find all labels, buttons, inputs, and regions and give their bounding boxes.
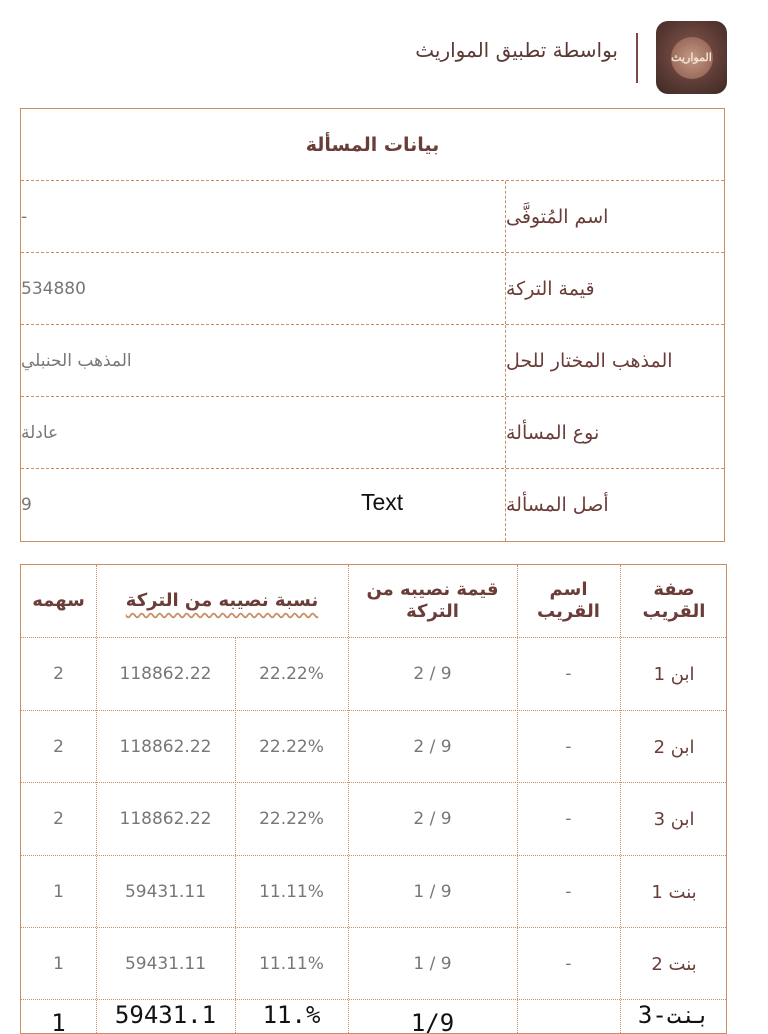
heir-amount: 59431.1	[114, 1001, 217, 1029]
info-value: 534880	[21, 278, 86, 299]
heir-name	[517, 1001, 620, 1034]
problem-data-title: بيانات المسألة	[21, 109, 724, 181]
info-row-madhhab	[21, 325, 724, 397]
heir-fraction: 2 / 9	[413, 664, 452, 684]
heir-amount: 118862.22	[119, 664, 212, 684]
heir-name: -	[565, 664, 572, 684]
header-title: بواسطة تطبيق المواريث	[415, 38, 618, 62]
heir-percent: 22.22%	[259, 737, 324, 757]
heir-relation: ابن 1	[653, 663, 695, 685]
info-label: نوع المسألة	[505, 397, 724, 468]
heir-fraction: 2 / 9	[413, 737, 452, 757]
heir-amount: 59431.11	[124, 954, 207, 974]
heir-amount: 59431.11	[124, 882, 207, 902]
info-row-deceased	[21, 181, 724, 253]
heir-shares: 2	[53, 737, 64, 757]
logo-emblem	[671, 37, 713, 79]
info-row-problem-base	[21, 469, 724, 541]
header-value: قيمة نصيبه من التركة	[366, 579, 499, 622]
overlay-text-annotation: Text	[361, 489, 404, 515]
info-row-estate-value	[21, 253, 724, 325]
heir-amount: 118862.22	[119, 809, 212, 829]
heir-percent: 11.11%	[259, 882, 324, 902]
problem-data-table	[20, 108, 725, 542]
heir-amount: 118862.22	[119, 737, 212, 757]
heir-shares: 1	[53, 954, 64, 974]
app-logo	[656, 21, 727, 94]
heirs-table	[20, 564, 727, 1034]
heir-relation: ابن 2	[653, 736, 695, 758]
heir-percent: 22.22%	[259, 664, 324, 684]
heir-fraction: 1 / 9	[413, 882, 452, 902]
header-divider	[636, 33, 638, 83]
info-value: عادلة	[21, 422, 59, 443]
report-header	[0, 0, 768, 108]
heir-fraction: 2 / 9	[413, 809, 452, 829]
header-name: اسم القريب	[537, 579, 600, 622]
heir-percent: 11.11%	[259, 954, 324, 974]
info-label: قيمة التركة	[505, 253, 724, 324]
info-value: -	[21, 206, 28, 227]
header-relation: صفة القريب	[642, 579, 706, 622]
heir-relation: بنت-3	[637, 1001, 711, 1029]
heir-shares: 1	[51, 1009, 66, 1034]
info-label: أصل المسألة	[505, 469, 724, 541]
heir-name: -	[565, 737, 572, 757]
info-row-problem-type	[21, 397, 724, 469]
heir-fraction: 1/9	[410, 1009, 455, 1034]
heir-relation: بنت 2	[651, 953, 697, 975]
heir-relation: بنت 1	[651, 881, 697, 903]
heir-name: -	[565, 954, 572, 974]
logo-text: المواريث	[671, 51, 712, 64]
info-value: 9	[21, 495, 32, 515]
info-label: المذهب المختار للحل	[505, 325, 724, 396]
heir-name: -	[565, 882, 572, 902]
header-shares: سهمه	[32, 590, 85, 611]
heir-name: -	[565, 809, 572, 829]
heir-percent: 11.%	[262, 1001, 321, 1029]
info-label: اسم المُتوفَّى	[505, 181, 724, 252]
header-percent-label: نسبة نصيبه من التركة	[125, 590, 319, 611]
heir-shares: 2	[53, 664, 64, 684]
heir-relation: ابن 3	[653, 808, 695, 830]
info-value: المذهب الحنبلي	[21, 350, 132, 371]
heir-percent: 22.22%	[259, 809, 324, 829]
heir-shares: 2	[53, 809, 64, 829]
heir-shares: 1	[53, 882, 64, 902]
heir-fraction: 1 / 9	[413, 954, 452, 974]
header-percent	[96, 565, 348, 637]
